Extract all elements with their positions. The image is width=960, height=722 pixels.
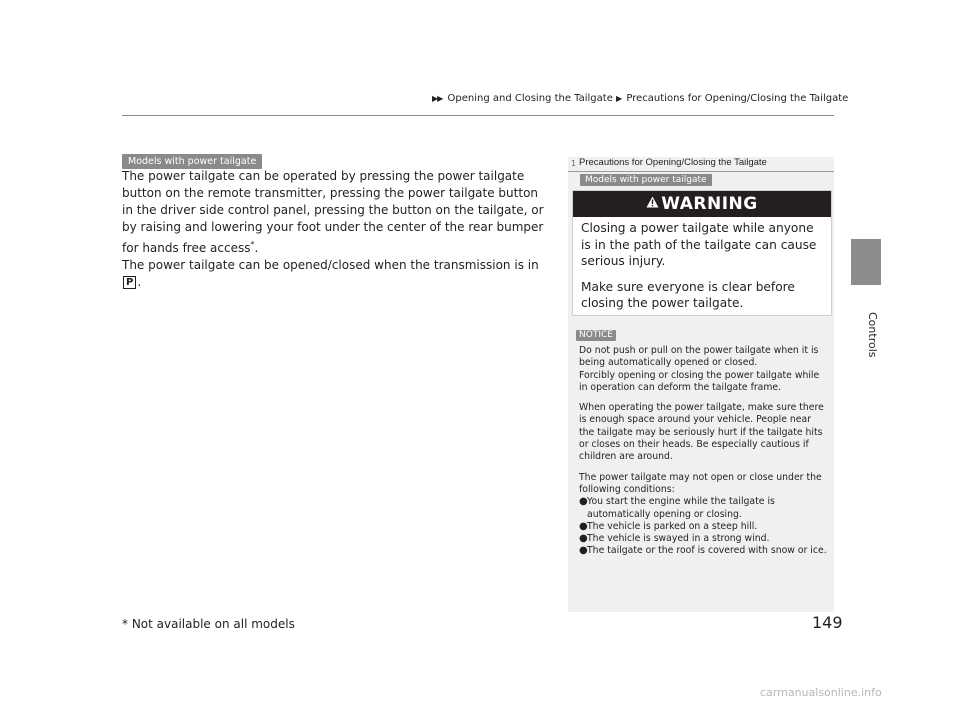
period: .	[137, 275, 142, 289]
sidebar-model-tag: Models with power tailgate	[580, 174, 712, 186]
header-rule	[122, 115, 834, 116]
main-paragraph-2-text: The power tailgate can be opened/closed when the transmission is in	[122, 258, 539, 272]
footnote: * Not available on all models	[122, 617, 295, 631]
list-item-text: You start the engine while the tailgate is automatically opening or closing.	[587, 496, 775, 520]
sidebar-paragraph-2: The power tailgate may not open or close under the following conditions:	[579, 471, 822, 495]
list-item-text: The vehicle is parked on a steep hill.	[587, 520, 758, 532]
breadcrumb-separator-icon: ▶	[616, 94, 622, 103]
sidebar-rule	[568, 171, 834, 172]
list-item-text: The vehicle is swayed in a strong wind.	[587, 533, 770, 545]
park-key-icon: P	[123, 276, 136, 289]
sidebar-header	[568, 157, 834, 171]
bullet-icon: ●	[579, 533, 588, 545]
notice-badge: NOTICE	[576, 330, 616, 341]
warning-text-2: Make sure everyone is clear before closing the power tailgate.	[581, 279, 795, 310]
list-item	[579, 545, 829, 557]
list-item	[579, 533, 829, 545]
bullet-icon: ●	[579, 496, 588, 508]
breadcrumb-subsection[interactable]: Precautions for Opening/Closing the Tailgate	[626, 93, 849, 104]
list-item	[579, 521, 829, 533]
main-body	[122, 168, 552, 291]
warning-triangle-icon	[646, 192, 659, 218]
warning-header	[573, 191, 831, 217]
bullet-icon: ●	[579, 520, 588, 532]
notice-text-1: Do not push or pull on the power tailgate when it is being automatically opened or closed.	[579, 345, 819, 369]
sidebar-title: Precautions for Opening/Closing the Tailgate	[579, 157, 767, 168]
breadcrumb	[432, 93, 848, 104]
sidebar-paragraph-1: When operating the power tailgate, make sure there is enough space around your vehicle. People near the tailgate may be seriously hurt if the tailgate hits or closes on their heads. Be especially cautious if children are around.	[579, 402, 824, 463]
main-paragraph-1-text: The power tailgate can be operated by pressing the power tailgate button on the remote transmitter, pressing the power tailgate button in the driver side control panel, pressing the button on the tailgate, or by raising and lowering your foot under the center of the rear bumper for hands free access	[122, 169, 544, 255]
period: .	[254, 241, 259, 255]
sidebar-note	[568, 157, 834, 612]
warning-title: WARNING	[661, 194, 758, 214]
bullet-icon: ●	[579, 545, 588, 557]
watermark: carmanualsonline.info	[760, 686, 882, 699]
list-item-text: The tailgate or the roof is covered with snow or ice.	[587, 545, 827, 557]
breadcrumb-section[interactable]: Opening and Closing the Tailgate	[447, 93, 613, 104]
chapter-tab	[851, 239, 881, 285]
footnote-marker: *	[250, 240, 255, 249]
list-item	[579, 496, 829, 521]
main-paragraph-2	[122, 257, 552, 291]
notice-text-2: Forcibly opening or closing the power tailgate while in operation can deform the tailgate frame.	[579, 369, 820, 393]
reference-icon: 1	[571, 159, 577, 168]
warning-box	[572, 190, 832, 316]
chapter-label: Controls	[866, 312, 879, 358]
warning-text-1: Closing a power tailgate while anyone is in the path of the tailgate can cause serious injury.	[581, 221, 817, 268]
conditions-list	[579, 496, 829, 557]
page-number: 149	[812, 613, 843, 632]
breadcrumb-arrows-icon: ▶▶	[432, 94, 443, 103]
sidebar-body	[579, 345, 829, 558]
model-tag: Models with power tailgate	[122, 154, 262, 169]
warning-body	[573, 217, 831, 312]
main-paragraph-1	[122, 168, 552, 257]
